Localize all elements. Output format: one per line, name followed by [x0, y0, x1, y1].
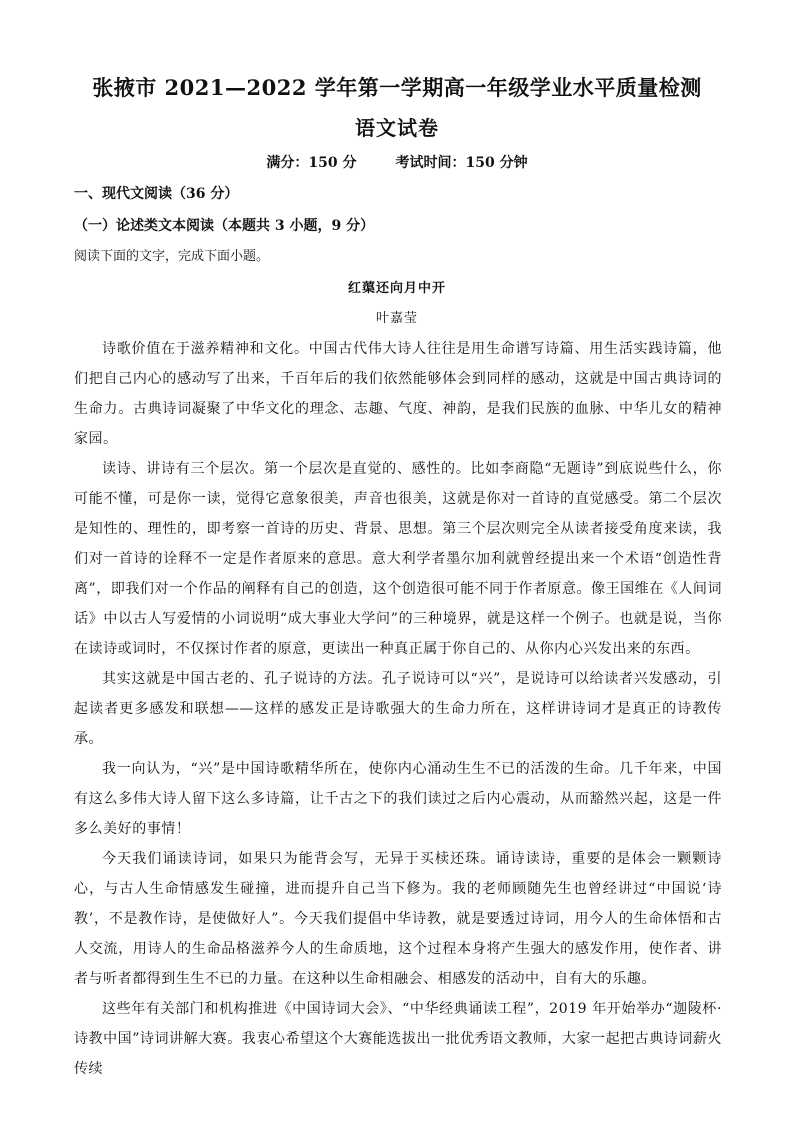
- article-paragraph: 这些年有关部门和机构推进《中国诗词大会》、“中华经典诵读工程”，2019 年开始举办“迦陵杯·诗教中国”诗词讲解大赛。我衷心希望这个大赛能选拔出一批优秀语文教师，大家一起把古典诗词薪火传续: [74, 1001, 722, 1077]
- exam-title: 张掖市 2021—2022 学年第一学期高一年级学业水平质量检测: [92, 75, 702, 100]
- article-paragraph: 今天我们诵读诗词，如果只为能背会写，无异于买椟还珠。诵诗读诗，重要的是体会一颗颗诗心，与古人生命情感发生碰撞，进而提升自己当下修为。我的老师顾随先生也曾经讲过“中国说‘诗教’，不是教作诗，是使做好人”。今天我们提倡中华诗教，就是要透过诗词，用今人的生命体悟和古人交流，用诗人的生命品格滋养今人的生命质地，这个过程本身将产生强大的感发作用，使作者、讲者与听者都得到生生不已的力量。在这种以生命相融会、相感发的活动中，自有大的乐趣。: [74, 851, 722, 987]
- article-body: [74, 334, 722, 1084]
- article-author: 叶嘉莹: [375, 311, 418, 326]
- article-title: 红蕖还向月中开: [347, 281, 446, 296]
- article-paragraph: 诗歌价值在于滋养精神和文化。中国古代伟大诗人往往是用生命谱写诗篇、用生活实践诗篇，他们把自己内心的感动写了出来，千百年后的我们依然能够体会到同样的感动，这就是中国古典诗词的生命力。古典诗词凝聚了中华文化的理念、志趣、气度、神韵，是我们民族的血脉、中华儿女的精神家园。: [74, 341, 722, 447]
- article-paragraph: 读诗、讲诗有三个层次。第一个层次是直觉的、感性的。比如李商隐“无题诗”到底说些什么，你可能不懂，可是你一读，觉得它意象很美，声音也很美，这就是你对一首诗的直觉感受。第二个层次是知性的、理性的，即考察一首诗的历史、背景、思想。第三个层次则完全从读者接受角度来读，我们对一首诗的诠释不一定是作者原来的意思。意大利学者墨尔加利就曾经提出来一个术语“创造性背离”，即我们对一个作品的阐释有自己的创造，这个创造很可能不同于作者原意。像王国维在《人间词话》中以古人写爱情的小词说明“成大事业大学问”的三种境界，就是这样一个例子。也就是说，当你在读诗或词时，不仅探讨作者的原意，更读出一种真正属于你自己的、从你内心兴发出来的东西。: [74, 461, 722, 657]
- article-paragraph: 我一向认为，“兴”是中国诗歌精华所在，使你内心涌动生生不已的活泼的生命。几千年来，中国有这么多伟大诗人留下这么多诗篇，让千古之下的我们读过之后内心震动，从而豁然兴起，这是一件多么美好的事情！: [74, 761, 722, 837]
- exam-subject: 语文试卷: [355, 116, 439, 140]
- section-heading: 一、现代文阅读（36 分）: [74, 186, 239, 202]
- subsection-heading: （一）论述类文本阅读（本题共 3 小题，9 分）: [74, 218, 375, 234]
- article-paragraph: 其实这就是中国古老的、孔子说诗的方法。孔子说诗可以“兴”，是说诗可以给读者兴发感动，引起读者更多感发和联想——这样的感发正是诗歌强大的生命力所在，这样讲诗词才是真正的诗教传承。: [74, 671, 722, 747]
- exam-score-and-time: 满分：150 分 考试时间：150 分钟: [266, 155, 528, 171]
- reading-instruction: 阅读下面的文字，完成下面小题。: [74, 249, 270, 264]
